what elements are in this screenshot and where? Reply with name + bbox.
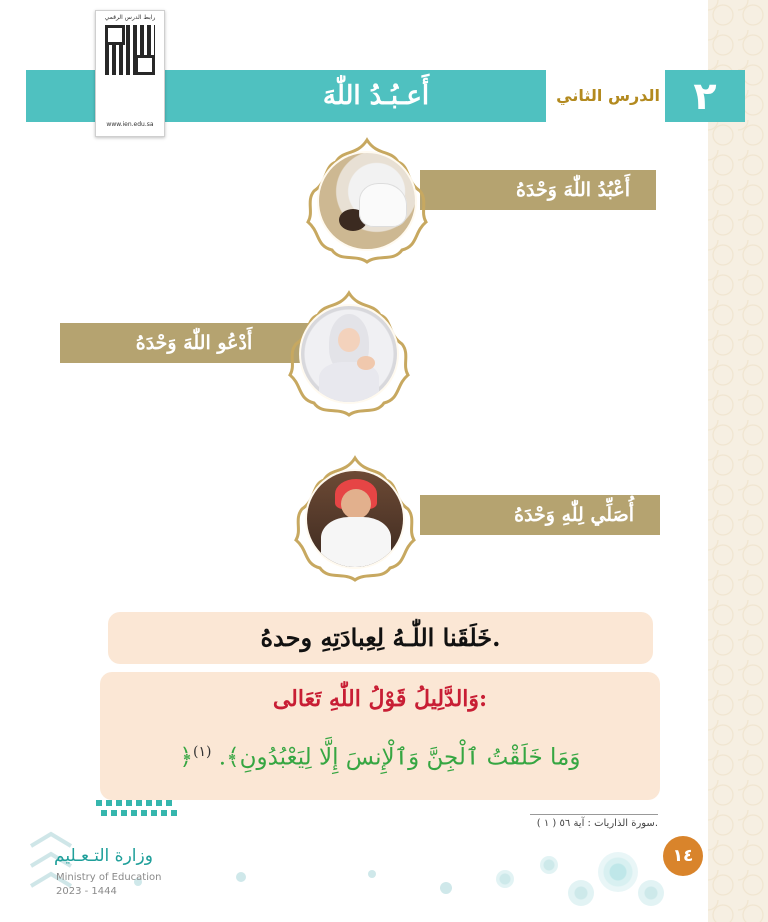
decorative-dot-icon <box>236 872 246 882</box>
boy-in-thobe-photo <box>307 471 403 567</box>
item-text-2: أَدْعُو اللّٰهَ وَحْدَهُ <box>135 332 253 354</box>
page-number: ١٤ <box>663 836 703 876</box>
ministry-logo-icon <box>86 796 246 836</box>
qr-code-icon <box>105 25 155 75</box>
medallion-3 <box>290 454 420 584</box>
ministry-name-english: Ministry of Education <box>56 872 162 883</box>
footnote-mark: (١) <box>193 744 212 760</box>
decorative-rosette-icon <box>496 870 514 888</box>
ministry-year: 2023 - 1444 <box>56 886 117 897</box>
qr-url: www.ien.edu.sa <box>106 121 154 128</box>
qr-code-card[interactable] <box>95 10 165 137</box>
qr-label: رابط الدرس الرقمي <box>104 14 156 21</box>
ministry-logo <box>26 796 186 916</box>
evidence-card <box>100 672 660 800</box>
evidence-title: وَالدَّلِيلُ قَوْلُ اللّٰهِ تَعَالى: <box>272 686 488 712</box>
item-banner-3 <box>420 495 660 535</box>
decorative-rosette-icon <box>598 852 638 892</box>
decorative-dot-icon <box>368 870 376 878</box>
lesson-number: ٢ <box>665 70 745 122</box>
footnote: ( ١ ) سورة الذاريات : آية ٥٦. <box>536 818 658 829</box>
decorative-rosette-icon <box>638 880 664 906</box>
verse-text: ﴿وَمَا خَلَقْتُ ٱلْجِنَّ وَٱلْإِنسَ إِلَّا لِيَعْبُدُونِ﴾. <box>179 744 581 771</box>
praying-boy-photo <box>319 153 415 249</box>
decorative-side-pattern <box>708 0 768 922</box>
decorative-rosette-icon <box>540 856 558 874</box>
lesson-statement: خَلَقَنا اللّٰـهُ لِعِبادَتِهِ وحدهُ. <box>108 612 653 664</box>
lesson-title: أَعـبُـدُ اللّٰهَ <box>322 81 430 111</box>
decorative-rosette-icon <box>568 880 594 906</box>
ministry-name-arabic: وزارة التـعـليم <box>54 846 153 866</box>
medallion-2 <box>284 289 414 419</box>
praying-girl-photo <box>301 306 397 402</box>
decorative-dot-icon <box>440 882 452 894</box>
quran-verse <box>120 744 640 771</box>
lesson-label: الدرس الثاني <box>556 86 660 105</box>
item-banner-1 <box>420 170 656 210</box>
medallion-1 <box>302 136 432 266</box>
footnote-divider <box>530 814 658 815</box>
item-text-1: أَعْبُدُ اللّٰهَ وَحْدَهُ <box>516 179 630 201</box>
item-text-3: أُصَلِّي لِلّٰهِ وَحْدَهُ <box>514 504 634 526</box>
